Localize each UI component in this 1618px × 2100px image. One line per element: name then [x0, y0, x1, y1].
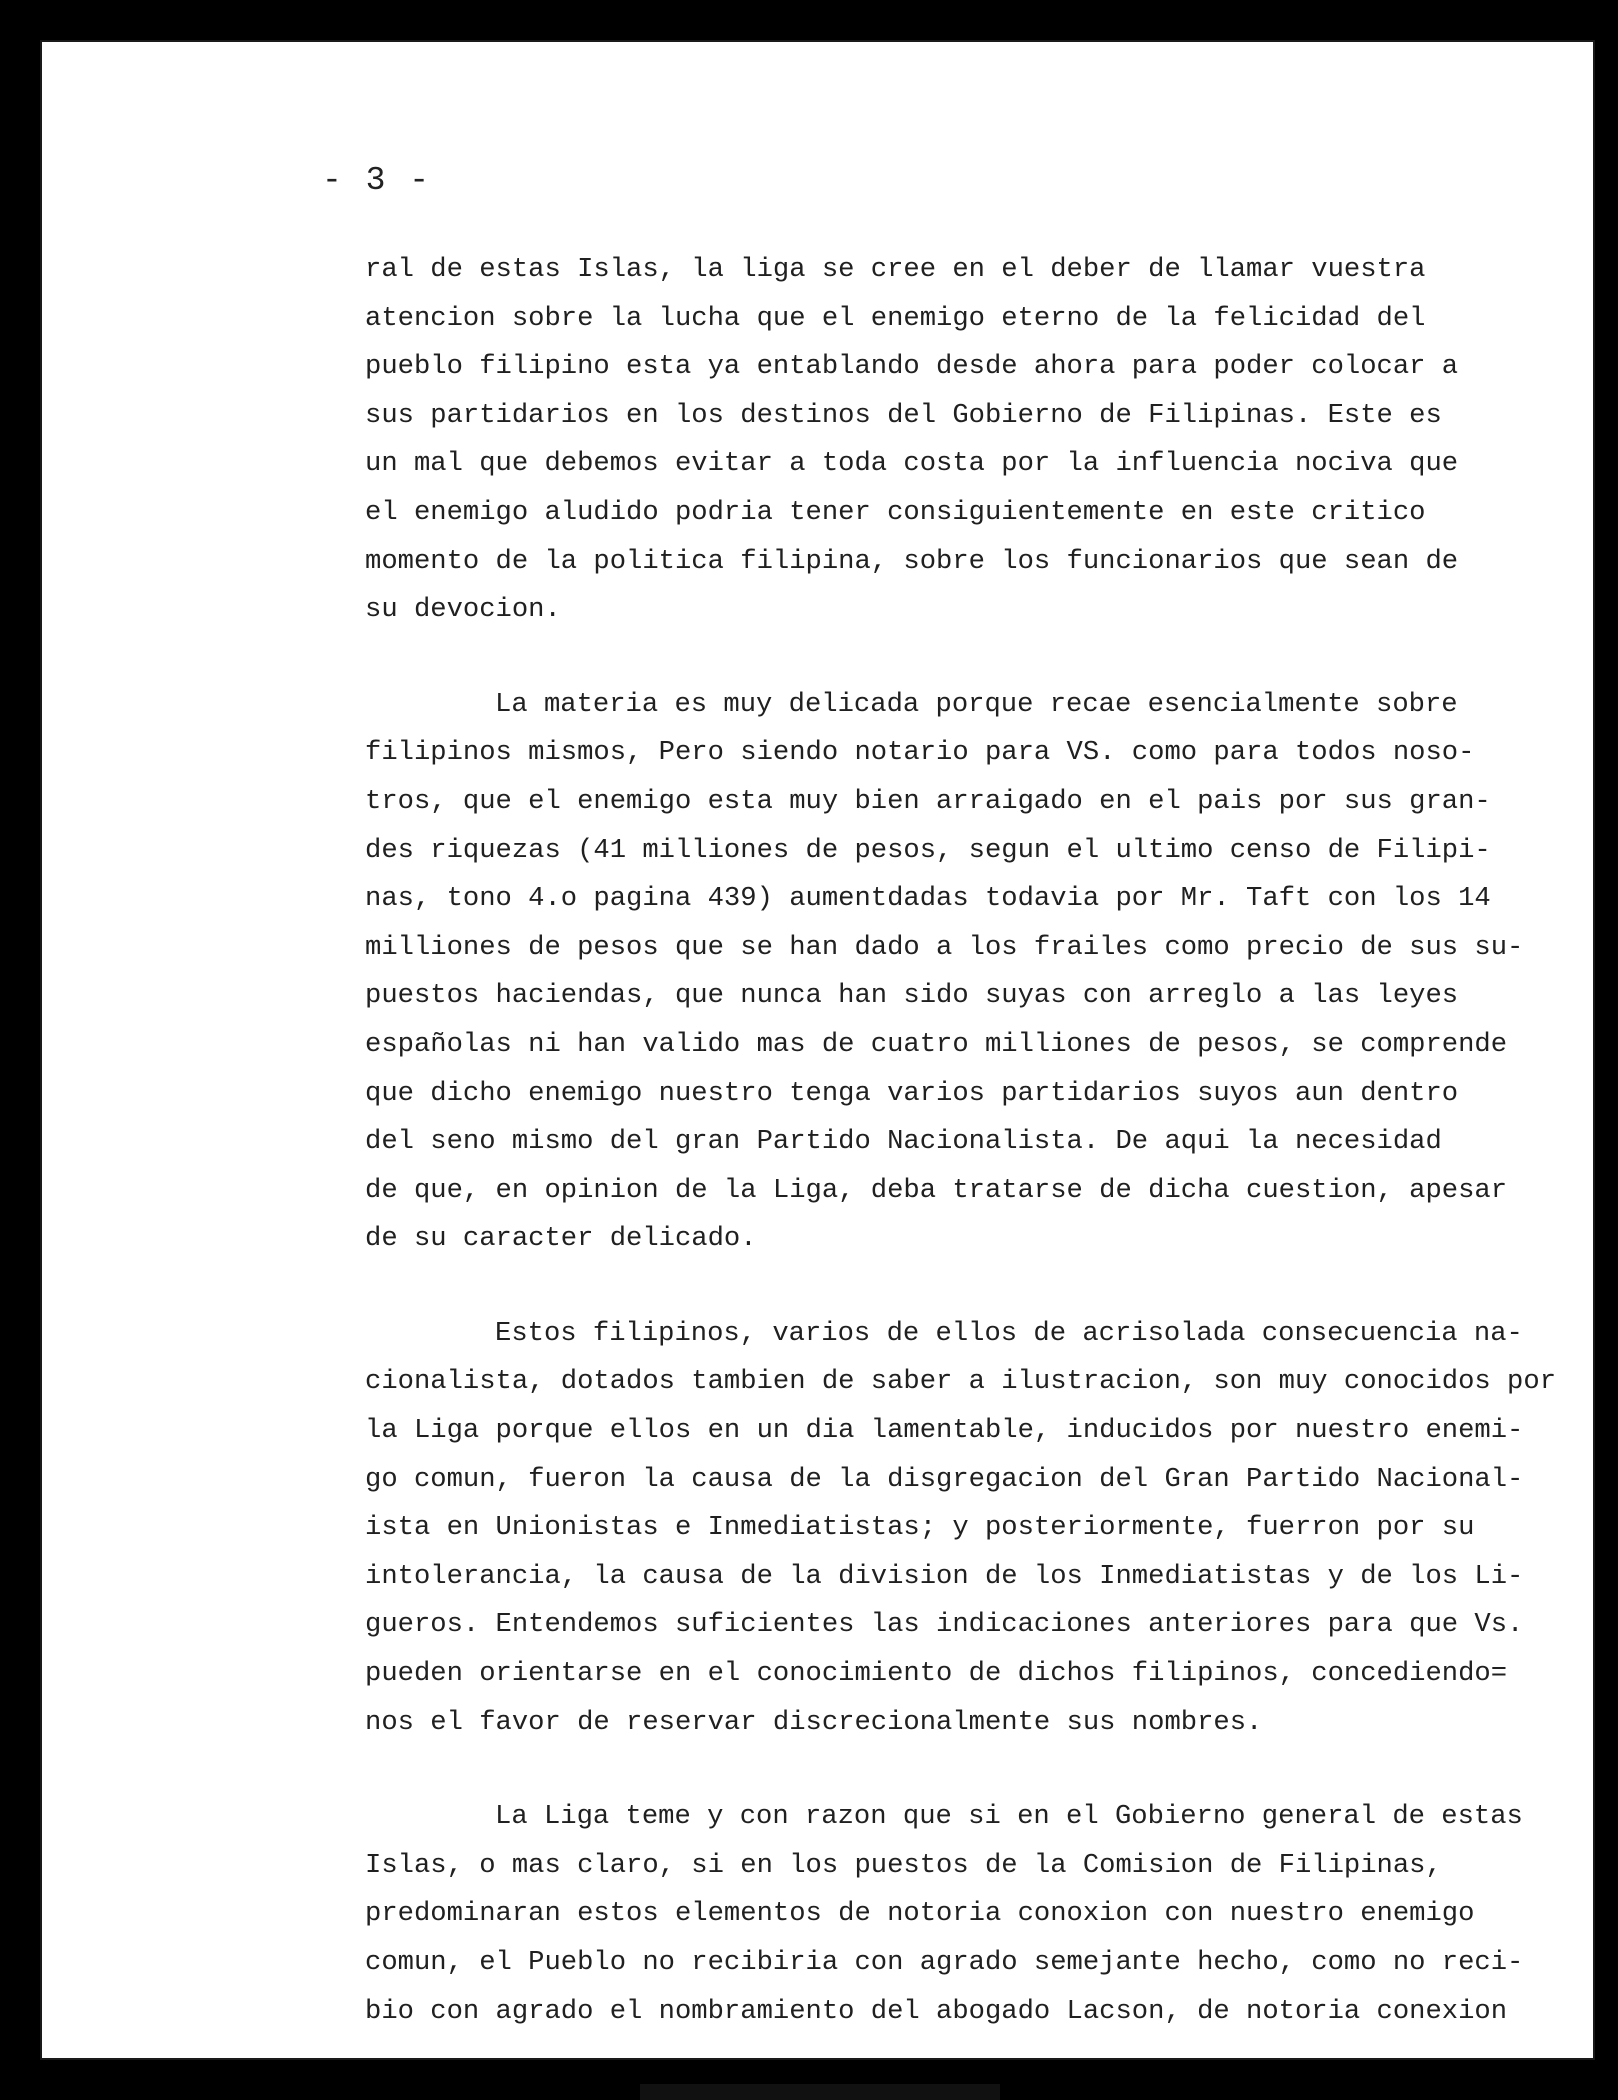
letter-body [365, 246, 1557, 2036]
text-line: Estos filipinos, varios de ellos de acrisolada consecuencia na- [495, 1317, 1523, 1349]
text-line: un mal que debemos evitar a toda costa por la influencia nociva que [365, 448, 1459, 480]
text-line: intolerancia, la causa de la division de los Inmediatistas y de los Li- [365, 1560, 1524, 1592]
text-line: filipinos mismos, Pero siendo notario para VS. como para todos noso- [365, 737, 1475, 769]
text-line: sus partidarios en los destinos del Gobierno de Filipinas. Este es [365, 399, 1442, 431]
text-line: bio con agrado el nombramiento del abogado Lacson, de notoria conexion [365, 1995, 1508, 2027]
text-line: go comun, fueron la causa de la disgregacion del Gran Partido Nacional- [365, 1463, 1524, 1495]
text-line: la Liga porque ellos en un dia lamentable, inducidos por nuestro enemi- [365, 1415, 1524, 1447]
paragraph-4 [365, 1793, 1530, 2036]
text-line: pueblo filipino esta ya entablando desde ahora para poder colocar a [365, 351, 1459, 383]
text-line: de su caracter delicado. [365, 1223, 757, 1255]
text-line: puestos haciendas, que nunca han sido suyas con arreglo a las leyes [365, 980, 1459, 1012]
text-line: La materia es muy delicada porque recae esencialmente sobre [495, 688, 1458, 720]
text-line: Islas, o mas claro, si en los puestos de la Comision de Filipinas, [365, 1849, 1442, 1881]
text-line: el enemigo aludido podria tener consiguientemente en este critico [365, 496, 1426, 528]
text-line: tros, que el enemigo esta muy bien arraigado en el pais por sus gran- [365, 785, 1491, 817]
text-line: momento de la politica filipina, sobre los funcionarios que sean de [365, 545, 1459, 577]
scan-edge-bar [640, 2084, 1000, 2100]
text-line: comun, el Pueblo no recibiria con agrado semejante hecho, como no reci- [365, 1947, 1524, 1978]
text-line: atencion sobre la lucha que el enemigo eterno de la felicidad del [365, 302, 1426, 334]
text-line: predominaran estos elementos de notoria conoxion con nuestro enemigo [365, 1898, 1475, 1930]
text-line: pueden orientarse en el conocimiento de dichos filipinos, concediendo= [365, 1658, 1508, 1690]
text-line: su devocion. [365, 594, 561, 626]
text-line: cionalista, dotados tambien de saber a ilustracion, son muy conocidos por [365, 1366, 1557, 1398]
text-line: La Liga teme y con razon que si en el Gobierno general de estas [495, 1801, 1523, 1833]
page-number: - 3 - [322, 162, 432, 199]
text-line: milliones de pesos que se han dado a los frailes como precio de sus su- [365, 931, 1524, 963]
text-line: nas, tono 4.o pagina 439) aumentdadas todavia por Mr. Taft con los 14 [365, 883, 1491, 915]
text-line: del seno mismo del gran Partido Nacionalista. De aqui la necesidad [365, 1126, 1442, 1158]
text-line: ral de estas Islas, la liga se cree en el deber de llamar vuestra [365, 254, 1426, 285]
text-line: de que, en opinion de la Liga, deba tratarse de dicha cuestion, apesar [365, 1174, 1508, 1206]
text-line: nos el favor de reservar discrecionalmente sus nombres. [365, 1706, 1263, 1738]
text-line: ista en Unionistas e Inmediatistas; y posteriormente, fuerron por su [365, 1512, 1475, 1544]
paragraph-1 [365, 246, 1530, 635]
text-line: gueros. Entendemos suficientes las indicaciones anteriores para que Vs. [365, 1609, 1524, 1641]
text-line: des riquezas (41 milliones de pesos, segun el ultimo censo de Filipi- [365, 834, 1491, 866]
document-page [40, 40, 1595, 2060]
text-line: españolas ni han valido mas de cuatro milliones de pesos, se comprende [365, 1028, 1508, 1060]
paragraph-2 [365, 681, 1530, 1264]
text-line: que dicho enemigo nuestro tenga varios partidarios suyos aun dentro [365, 1077, 1459, 1109]
paragraph-3 [365, 1310, 1557, 1747]
